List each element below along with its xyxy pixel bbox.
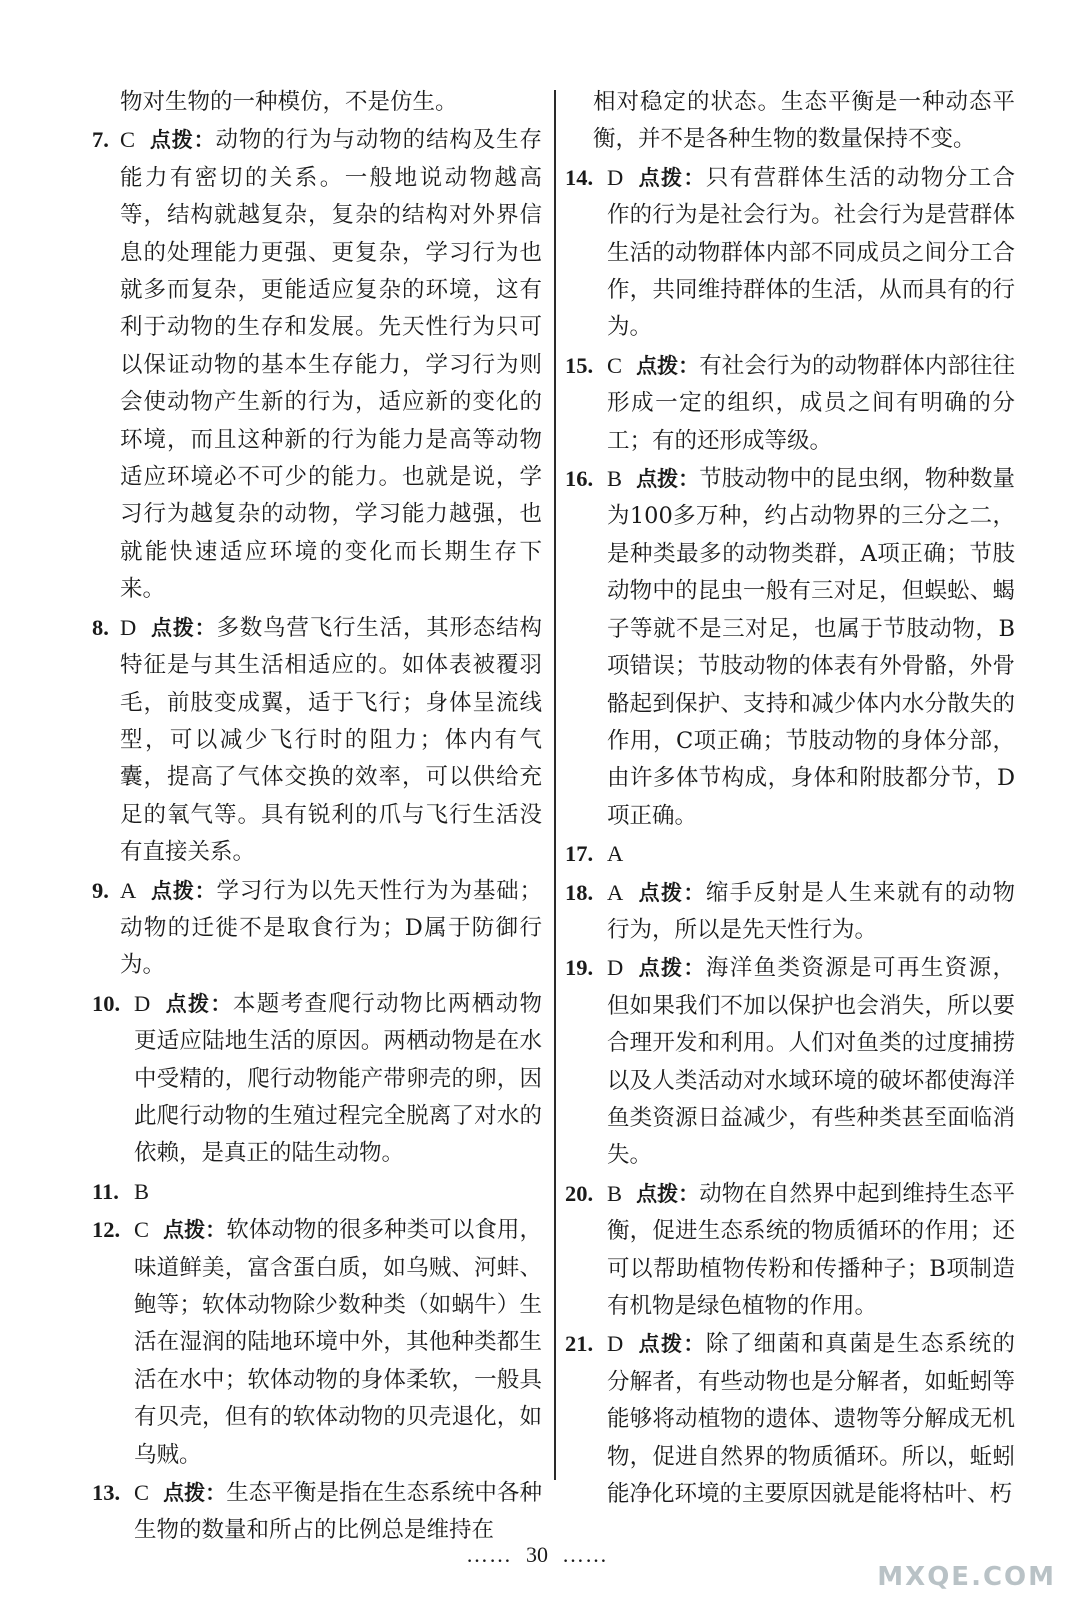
- answer-letter: C: [134, 1217, 150, 1243]
- explanation-text: 生态平衡是指在生态系统中各种生物的数量和所占的比例总是维持在: [134, 1480, 542, 1544]
- tip-label: 点拨：: [637, 1332, 706, 1357]
- answer-letter: D: [134, 990, 151, 1016]
- answer-item-14: [565, 159, 1015, 347]
- answer-item-21: [565, 1325, 1015, 1513]
- question-number: 12.: [92, 1217, 121, 1243]
- question-number: 14.: [565, 164, 594, 190]
- answer-letter: D: [607, 955, 624, 981]
- explanation-text: 多数鸟营飞行生活，其形态结构特征是与其生活相适应的。如体表被覆羽毛，前肢变成翼，适于飞行；身体呈流线型，可以减少飞行时的阻力；体内有气囊，提高了气体交换的效率，可以供给充足的氧气等。具有锐利的爪与飞行生活没有直接关系。: [120, 614, 542, 866]
- question-number: 19.: [565, 955, 594, 981]
- question-number: 7.: [92, 127, 109, 153]
- explanation-text: 除了细菌和真菌是生态系统的分解者，有些动物也是分解者，如蚯蚓等能够将动植物的遗体、遗物等分解成无机物，促进自然界的物质循环。所以，蚯蚓能净化环境的主要原因就是能将枯叶、朽: [607, 1331, 1015, 1508]
- question-number: 15.: [565, 352, 594, 378]
- question-number: 9.: [92, 877, 109, 903]
- tip-label: 点拨：: [637, 165, 706, 190]
- answer-item-11: [92, 1173, 542, 1211]
- answer-letter: D: [607, 1331, 624, 1357]
- explanation-text: 本题考查爬行动物比两栖动物更适应陆地生活的原因。两栖动物是在水中受精的，爬行动物能产带卵壳的卵，因此爬行动物的生殖过程完全脱离了对水的依赖，是真正的陆生动物。: [134, 990, 542, 1167]
- tip-label: 点拨：: [636, 467, 700, 492]
- answer-item-13: [92, 1474, 542, 1550]
- explanation-text: 软体动物的很多种类可以食用，味道鲜美，富含蛋白质，如乌贼、河蚌、鲍等；软体动物除少数种类（如蜗牛）生活在湿润的陆地环境中外，其他种类都生活在水中；软体动物的身体柔软，一般具有贝壳，但有的软体动物的贝壳退化，如乌贼。: [134, 1217, 542, 1468]
- footer-dots-left: ……: [466, 1542, 512, 1567]
- answer-item-18: [565, 874, 1015, 950]
- answer-letter: D: [607, 164, 624, 190]
- question-number: 10.: [92, 990, 121, 1016]
- left-column: [92, 84, 542, 1550]
- answer-letter: C: [607, 352, 623, 378]
- question-number: 11.: [92, 1178, 119, 1204]
- answer-item-17: [565, 835, 1015, 873]
- tip-label: 点拨：: [636, 353, 700, 378]
- explanation-text: 海洋鱼类资源是可再生资源，但如果我们不加以保护也会消失，所以要合理开发和利用。人们对鱼类的过度捕捞以及人类活动对水域环境的破坏都使海洋鱼类资源日益减少，有些种类甚至面临消失。: [607, 955, 1015, 1169]
- answer-letter: A: [607, 879, 624, 905]
- answer-item-20: [565, 1175, 1015, 1326]
- answer-letter: C: [120, 127, 136, 153]
- explanation-text: 节肢动物中的昆虫纲，物种数量为100多万种，约占动物界的三分之二，是种类最多的动物类群，A项正确；节肢动物中的昆虫一般有三对足，但蜈蚣、蝎子等就不是三对足，也属于节肢动物，B项错误；节肢动物的体表有外骨骼，外骨骼起到保护、支持和减少体内水分散失的作用，C项正确；节肢动物的身体分部，由许多体节构成，身体和附肢都分节，D项正确。: [607, 466, 1015, 829]
- answer-item-16: [565, 460, 1015, 835]
- question-number: 16.: [565, 466, 594, 492]
- column-divider: [554, 90, 556, 1480]
- tip-label: 点拨：: [637, 956, 706, 981]
- question-number: 21.: [565, 1331, 594, 1357]
- answer-item-19: [565, 949, 1015, 1174]
- continued-text: 物对生物的一种模仿，不是仿生。: [120, 89, 458, 115]
- answer-item-12: [92, 1211, 542, 1474]
- tip-label: 点拨：: [164, 991, 233, 1016]
- tip-label: 点拨：: [637, 880, 706, 905]
- answer-letter: B: [607, 466, 623, 492]
- question-number: 17.: [565, 841, 594, 867]
- explanation-text: 学习行为以先天性行为为基础；动物的迁徙不是取食行为；D属于防御行为。: [120, 877, 542, 979]
- explanation-text: 只有营群体生活的动物分工合作的行为是社会行为。社会行为是营群体生活的动物群体内部不同成员之间分工合作，共同维持群体的生活，从而具有的行为。: [607, 164, 1015, 341]
- question-number: 13.: [92, 1480, 121, 1506]
- tip-label: 点拨：: [636, 1181, 700, 1206]
- question-number: 20.: [565, 1180, 594, 1206]
- answer-item-8: [92, 609, 542, 872]
- explanation-text: 动物在自然界中起到维持生态平衡，促进生态系统的物质循环的作用；还可以帮助植物传粉和传播种子；B项制造有机物是绿色植物的作用。: [607, 1180, 1015, 1319]
- answer-item-10: [92, 985, 542, 1173]
- right-column: [565, 84, 1015, 1513]
- continued-text: 相对稳定的状态。生态平衡是一种动态平衡，并不是各种生物的数量保持不变。: [593, 89, 1015, 153]
- explanation-text: 动物的行为与动物的结构及生存能力有密切的关系。一般地说动物越高等，结构就越复杂，复杂的结构对外界信息的处理能力更强、更复杂，学习行为也就多而复杂，更能适应复杂的环境，这有利于动物的生存和发展。先天性行为只可以保证动物的基本生存能力，学习行为则会使动物产生新的行为，适应新的变化的环境，而且这种新的行为能力是高等动物适应环境必不可少的能力。也就是说，学习行为越复杂的动物，学习能力越强，也就能快速适应环境的变化而长期生存下来。: [120, 127, 542, 603]
- answer-letter: D: [120, 614, 137, 640]
- answer-item-15: [565, 347, 1015, 460]
- tip-label: 点拨：: [149, 128, 216, 153]
- tip-label: 点拨：: [163, 1481, 227, 1506]
- explanation-text: 缩手反射是人生来就有的动物行为，所以是先天性行为。: [607, 879, 1015, 943]
- question-number: 18.: [565, 879, 594, 905]
- question-number: 8.: [92, 614, 109, 640]
- answer-letter: B: [607, 1180, 623, 1206]
- answer-letter: B: [134, 1178, 150, 1204]
- answer-item-7: [92, 121, 542, 608]
- answer-letter: C: [134, 1480, 150, 1506]
- explanation-text: 有社会行为的动物群体内部往往形成一定的组织，成员之间有明确的分工；有的还形成等级。: [607, 352, 1015, 454]
- answer-letter: A: [607, 841, 624, 867]
- answer-item-9: [92, 872, 542, 985]
- tip-label: 点拨：: [150, 878, 217, 903]
- answer-letter: A: [120, 877, 137, 903]
- footer-dots-right: ……: [562, 1542, 608, 1567]
- tip-label: 点拨：: [150, 615, 217, 640]
- page-number: 30: [526, 1542, 548, 1567]
- watermark-logo: MXQE.COM: [877, 1562, 1056, 1592]
- tip-label: 点拨：: [163, 1218, 227, 1243]
